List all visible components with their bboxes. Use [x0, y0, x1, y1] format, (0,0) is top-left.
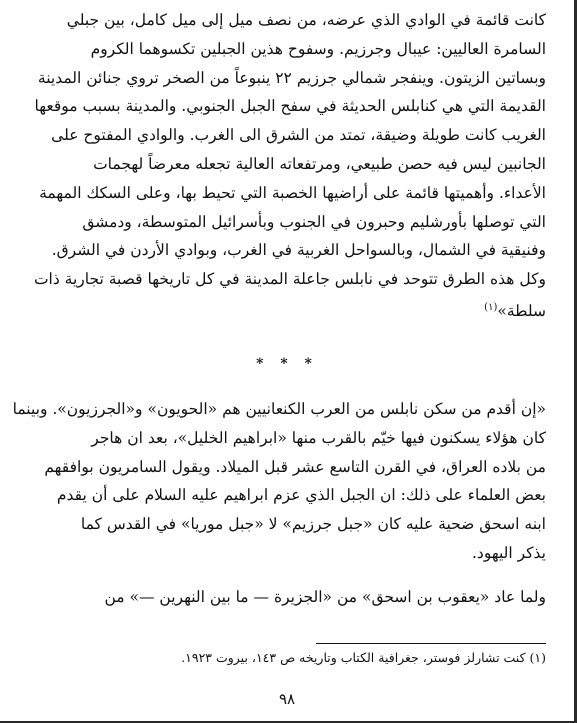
paragraph-jacob — [72, 583, 546, 612]
text-line: كانت قائمة في الوادي الذي عرضه، من نصف ميل إلى ميل كامل، بين جبلي — [66, 11, 546, 29]
text-line: من بلاده العراق، في القرن التاسع عشر قبل الميلاد. ويقول السامريون بوافقهم — [44, 457, 546, 476]
paragraph-nablus-description — [33, 6, 546, 326]
text-line: بعض العلماء على ذلك: ان الجبل الذي عزم ابراهيم عليه السلام على أن يقدم — [56, 486, 546, 505]
text-line: كان هؤلاء يسكنون فيها خيّم بالقرب منها «ابراهيم الخليل»، بعد ان هاجر — [91, 428, 546, 447]
page-number: ٩٨ — [278, 690, 296, 708]
text-line: التي توصلها بأورشليم وحبرون في الجنوب وبأسرائيل المتوسطة، ودمشق — [82, 212, 546, 231]
footnote: (١) كنت تشارلز فوستر، جغرافية الكتاب وتاريخه ص ١٤٣، بيروت ١٩٢٣. — [181, 650, 546, 665]
paragraph-early-inhabitants — [12, 395, 546, 568]
text-line: وبساتين الزيتون. وينفجر شمالي جرزيم ٢٢ ينبوعاً من الصخر تروي جنائن المدينة — [37, 68, 546, 87]
text-line: ابنه اسحق ضحية عليه كان «جبل جرزيم» لا «جبل موريا» في القدس كما — [80, 515, 546, 534]
footnote-divider — [316, 643, 546, 644]
text-line: وفنيقية في الشمال، وبالسواحل الغربية في الغرب، وبوادي الأردن في الشرق. — [51, 241, 546, 260]
text-fragment: سلطة» — [497, 302, 546, 321]
footnote-reference: (١) — [484, 301, 498, 313]
text-line: وكل هذه الطرق تتوحد في نابلس جاعلة المدينة في كل تاريخها قصبة تجارية ذات — [33, 270, 546, 289]
text-line: القديمة التي هي كنابلس الحديثة في سفح الجبل الجنوبي. والمدينة بسبب موقعها — [34, 97, 546, 116]
text-line: الأعداء. وأهميتها قائمة على أراضيها الخصبة التي تحيط بها، وعلى السكك المهمة — [39, 183, 546, 202]
text-line: يذكر اليهود. — [472, 543, 546, 562]
text-line: «إن أقدم من سكن نابلس من العرب الكنعانيين هم «الحويون» و«الجرزيون». وبينما — [12, 400, 546, 418]
section-separator: * * * — [256, 356, 318, 372]
text-line: الغريب كانت طويلة وضيقة، تمتد من الشرق الى الغرب. والوادي المفتوح على — [51, 126, 546, 145]
text-line: السامرة العاليين: عيبال وجرزيم. وسفوح هذين الجبلين تكسوهما الكروم — [90, 39, 546, 58]
text-line: ولما عاد «يعقوب بن اسحق» من «الجزيرة — ما بين النهرين —» من — [104, 588, 546, 606]
text-line: الجانبين ليس فيه حصن طبيعي، ومرتفعاته العالية تجعله معرضاً لهجمات — [93, 154, 546, 173]
text-line-last — [72, 294, 546, 326]
